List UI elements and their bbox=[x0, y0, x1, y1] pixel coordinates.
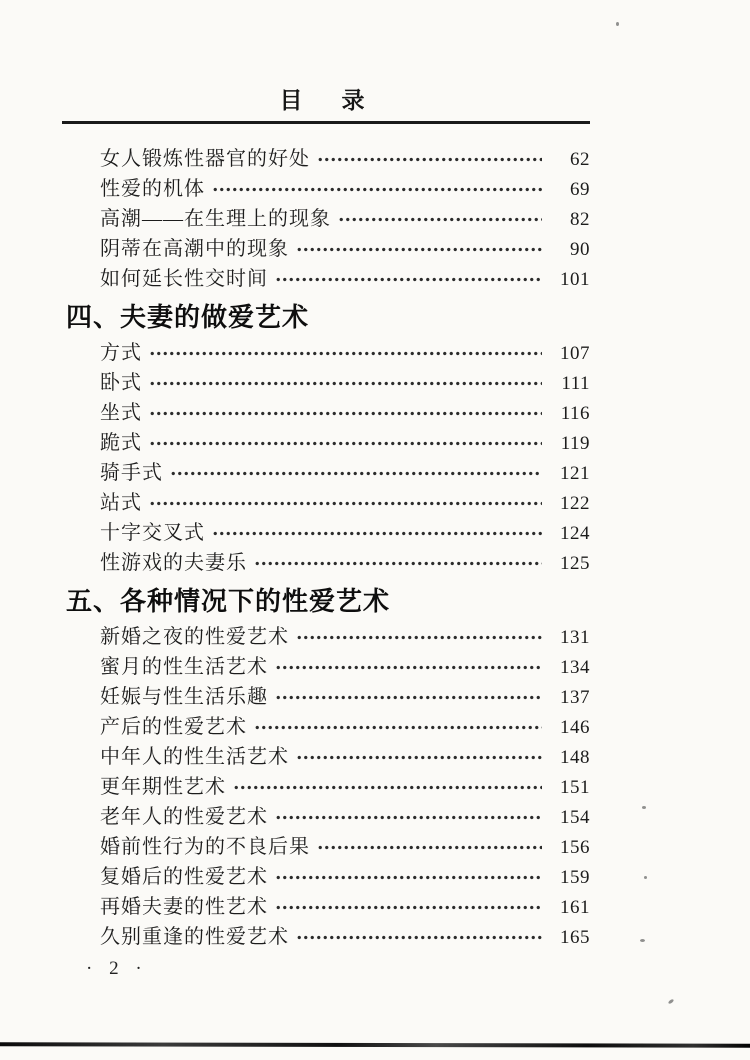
scan-speck bbox=[644, 876, 647, 879]
toc-section-heading: 四、夫妻的做爱艺术 bbox=[66, 302, 310, 332]
dot-leader bbox=[170, 469, 542, 478]
toc-entry-page: 154 bbox=[560, 807, 590, 828]
toc-entry-page: 119 bbox=[560, 433, 590, 454]
toc-entry bbox=[62, 234, 590, 264]
dot-leader bbox=[212, 529, 542, 538]
dot-leader bbox=[275, 275, 542, 284]
toc-entry-page: 151 bbox=[560, 777, 590, 798]
scan-speck bbox=[640, 939, 645, 942]
dot-leader bbox=[233, 783, 542, 792]
toc-entry-label: 坐式 bbox=[100, 402, 142, 424]
toc-entry-label: 方式 bbox=[100, 342, 142, 364]
toc-entry-label: 蜜月的性生活艺术 bbox=[100, 656, 268, 678]
scan-speck bbox=[668, 999, 675, 1005]
toc-entry-page: 156 bbox=[560, 837, 590, 858]
toc-entry-page: 90 bbox=[570, 239, 590, 260]
toc-entry bbox=[62, 832, 590, 862]
toc-entry-page: 101 bbox=[560, 269, 590, 290]
toc-entry-page: 137 bbox=[560, 687, 590, 708]
dot-leader bbox=[296, 933, 542, 942]
dot-leader bbox=[254, 559, 542, 568]
toc-entry bbox=[62, 922, 590, 952]
toc-entry bbox=[62, 622, 590, 652]
toc-entry-label: 高潮——在生理上的现象 bbox=[100, 208, 331, 230]
toc-entry-label: 老年人的性爱艺术 bbox=[100, 806, 268, 828]
toc-entry-page: 134 bbox=[560, 657, 590, 678]
toc-entry bbox=[62, 144, 590, 174]
toc-entry-label: 再婚夫妻的性艺术 bbox=[100, 896, 268, 918]
dot-leader bbox=[149, 379, 542, 388]
toc-entry bbox=[62, 428, 590, 458]
dot-leader bbox=[254, 723, 542, 732]
page-title: 目 录 bbox=[279, 88, 373, 113]
toc-entry-label: 性游戏的夫妻乐 bbox=[100, 552, 247, 574]
toc-entry-label: 复婚后的性爱艺术 bbox=[100, 866, 268, 888]
toc-entry bbox=[62, 518, 590, 548]
toc-entry-label: 骑手式 bbox=[100, 462, 163, 484]
toc-entry-label: 婚前性行为的不良后果 bbox=[100, 836, 310, 858]
toc-entry-page: 148 bbox=[560, 747, 590, 768]
toc-entry bbox=[62, 458, 590, 488]
dot-leader bbox=[275, 663, 542, 672]
toc-entry-page: 62 bbox=[570, 149, 590, 170]
toc-entry-label: 久别重逢的性爱艺术 bbox=[100, 926, 289, 948]
toc-entry-page: 159 bbox=[560, 867, 590, 888]
toc-entry-label: 站式 bbox=[100, 492, 142, 514]
toc-section-heading: 五、各种情况下的性爱艺术 bbox=[66, 586, 391, 616]
toc-entry bbox=[62, 862, 590, 892]
toc-entry-page: 121 bbox=[560, 463, 590, 484]
toc-entry bbox=[62, 264, 590, 294]
toc-entry-page: 107 bbox=[560, 343, 590, 364]
scan-speck bbox=[642, 806, 646, 809]
toc-entry-page: 131 bbox=[560, 627, 590, 648]
toc-entry bbox=[62, 204, 590, 234]
dot-leader bbox=[317, 843, 542, 852]
toc-entry bbox=[62, 712, 590, 742]
dot-leader bbox=[296, 753, 542, 762]
header-rule bbox=[62, 121, 590, 124]
dot-leader bbox=[338, 215, 542, 224]
scan-edge-line bbox=[0, 1042, 750, 1048]
toc-entry bbox=[62, 174, 590, 204]
toc-entry-label: 卧式 bbox=[100, 372, 142, 394]
folio-page-number: · 2 · bbox=[86, 958, 148, 979]
toc-entry bbox=[62, 772, 590, 802]
toc-entry-page: 125 bbox=[560, 553, 590, 574]
toc-entry-page: 165 bbox=[560, 927, 590, 948]
toc-entry-label: 如何延长性交时间 bbox=[100, 268, 268, 290]
toc-entry bbox=[62, 488, 590, 518]
toc-entry bbox=[62, 892, 590, 922]
toc-entry bbox=[62, 548, 590, 578]
dot-leader bbox=[149, 439, 542, 448]
toc-entry bbox=[62, 652, 590, 682]
dot-leader bbox=[149, 499, 542, 508]
dot-leader bbox=[296, 633, 542, 642]
dot-leader bbox=[149, 349, 542, 358]
toc-entry bbox=[62, 742, 590, 772]
toc-entry bbox=[62, 682, 590, 712]
dot-leader bbox=[317, 155, 542, 164]
toc-entry bbox=[62, 398, 590, 428]
toc-entry-page: 146 bbox=[560, 717, 590, 738]
toc-entry-page: 122 bbox=[560, 493, 590, 514]
toc-entry-page: 69 bbox=[570, 179, 590, 200]
toc-content bbox=[62, 86, 590, 980]
dot-leader bbox=[275, 903, 542, 912]
dot-leader bbox=[275, 873, 542, 882]
toc-entry bbox=[62, 802, 590, 832]
toc-entry-page: 82 bbox=[570, 209, 590, 230]
toc-entry-label: 女人锻炼性器官的好处 bbox=[100, 148, 310, 170]
dot-leader bbox=[212, 185, 542, 194]
toc-entry-label: 新婚之夜的性爱艺术 bbox=[100, 626, 289, 648]
toc-entry-label: 十字交叉式 bbox=[100, 522, 205, 544]
toc-entry-page: 124 bbox=[560, 523, 590, 544]
dot-leader bbox=[296, 245, 542, 254]
toc-entry bbox=[62, 338, 590, 368]
toc-list bbox=[62, 144, 590, 952]
toc-entry-page: 161 bbox=[560, 897, 590, 918]
dot-leader bbox=[149, 409, 542, 418]
toc-entry-label: 妊娠与性生活乐趣 bbox=[100, 686, 268, 708]
dot-leader bbox=[275, 813, 542, 822]
toc-entry-label: 产后的性爱艺术 bbox=[100, 716, 247, 738]
toc-entry-page: 116 bbox=[560, 403, 590, 424]
toc-entry-label: 阴蒂在高潮中的现象 bbox=[100, 238, 289, 260]
toc-entry-label: 跪式 bbox=[100, 432, 142, 454]
scan-speck bbox=[616, 22, 619, 26]
dot-leader bbox=[275, 693, 542, 702]
toc-entry bbox=[62, 368, 590, 398]
toc-entry-label: 性爱的机体 bbox=[100, 178, 205, 200]
toc-entry-label: 中年人的性生活艺术 bbox=[100, 746, 289, 768]
toc-entry-page: 111 bbox=[561, 373, 590, 394]
toc-entry-label: 更年期性艺术 bbox=[100, 776, 226, 798]
